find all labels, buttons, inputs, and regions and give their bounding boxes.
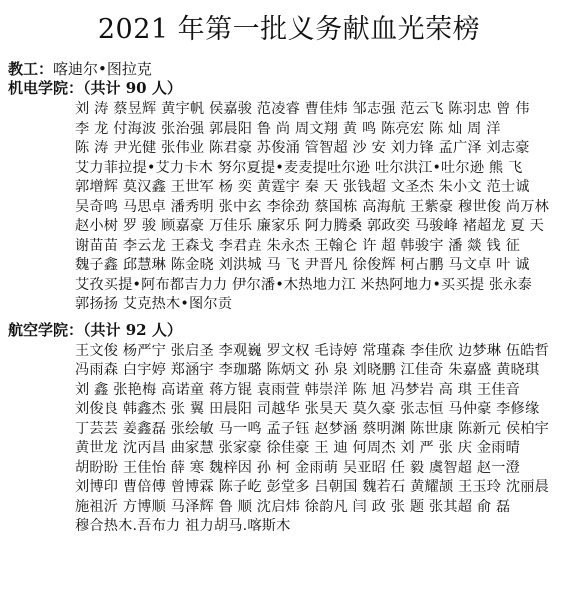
name-row: 冯雨森 白宇婷 郑涵宇 李珈璐 陈炳文 孙 泉 刘晓鹏 江佳奇 朱嘉盛 黄晓琪 bbox=[75, 362, 540, 378]
name-row: 刘 鑫 张艳梅 高诺童 蒋方锟 袁雨萱 韩崇洋 陈 旭 冯梦岩 高 琪 王佳音 bbox=[75, 381, 520, 398]
name-list-aviation bbox=[8, 342, 570, 537]
name-row: 刘 涛 蔡昱辉 黄宇帆 侯嘉骏 范凌睿 曹佳炜 邹志强 范云飞 陈羽忠 曾 伟 bbox=[75, 101, 530, 117]
name-row: 施祖沂 方博顺 马泽辉 鲁 顺 沈启炜 徐韵凡 闫 政 张 题 张其超 俞 磊 bbox=[75, 498, 511, 515]
section-name: 航空学院： bbox=[8, 320, 84, 339]
section-heading-aviation bbox=[8, 321, 570, 340]
name-row: 谢苗苗 李云龙 王森戈 李君垚 朱永杰 王翰仑 许 超 韩骏宇 潘 燚 钱 征 bbox=[75, 237, 520, 254]
name-row: 穆合热木.吾布力 祖力胡马.喀斯木 bbox=[75, 518, 291, 534]
name-row: 郭扬扬 艾克热木•图尔贡 bbox=[75, 296, 233, 312]
section-name: 机电学院： bbox=[8, 79, 84, 97]
name-row: 赵小树 罗 骏 顾嘉豪 万佳乐 廉家乐 阿力腾桑 郭政奕 马骏峰 褚超龙 夏 天 bbox=[75, 218, 545, 234]
name-row: 陈 涛 尹光健 张伟业 陈君豪 苏俊涌 管智超 沙 安 刘力锋 孟广泽 刘志豪 bbox=[75, 140, 530, 156]
name-list-mechanical bbox=[8, 100, 570, 315]
name-row: 刘博印 曹倍傅 曾博霖 陈子屹 彭堂多 吕朝国 魏若石 黄耀颉 王玉玲 沈丽晨 bbox=[75, 479, 550, 495]
section-count: （共计 92 人） bbox=[83, 320, 182, 339]
teacher-names: 喀迪尔•图拉克 bbox=[53, 60, 152, 78]
page-title: 2021 年第一批义务献血光荣榜 bbox=[97, 14, 481, 45]
name-row: 丁芸芸 姜鑫磊 张绘敏 马一鸣 孟子钰 赵梦涵 蔡明渊 陈世康 陈新元 侯柏宇 bbox=[75, 420, 550, 437]
teacher-label: 教工： bbox=[8, 60, 54, 78]
name-row: 艾孜买提•阿布都吉力力 伊尔潘•木热地力江 米热阿地力•买买提 张永泰 bbox=[75, 276, 533, 293]
name-row: 胡盼盼 王佳怡 薛 寒 魏梓因 孙 柯 金雨萌 吴亚昭 任 毅 虞智超 赵一澄 bbox=[75, 459, 520, 476]
teacher-line bbox=[8, 60, 570, 79]
section-count: （共计 90 人） bbox=[83, 79, 182, 97]
name-row: 刘俊良 韩鑫杰 张 翼 田晨阳 司越华 张昊天 莫久豪 张志恒 马仲豪 李修缘 bbox=[75, 401, 540, 417]
name-row: 吴奇鸣 马思卓 潘秀明 张中玄 李徐劲 蔡国栋 高海航 王紫豪 穆世俊 尚万林 bbox=[75, 198, 550, 215]
section-heading-mechanical bbox=[8, 79, 570, 98]
name-row: 李 龙 付海波 张治强 郭晨阳 鲁 尚 周文翔 黄 鸣 陈亮宏 陈 灿 周 洋 bbox=[75, 120, 501, 137]
name-row: 艾力菲拉提•艾力卡木 努尔夏提•麦麦提吐尔逊 吐尔洪江•吐尔逊 熊 飞 bbox=[75, 159, 523, 176]
name-row: 王文俊 杨严宁 张启圣 李观巍 罗文权 毛诗婷 常瑾森 李佳欣 边梦琳 伍皓哲 bbox=[75, 342, 550, 359]
name-row: 魏子鑫 邱慧琳 陈金晓 刘洪城 马 飞 尹晋凡 徐俊辉 柯占鹏 马文卓 叶 诚 bbox=[75, 257, 530, 273]
name-row: 郭增辉 莫汉鑫 王世军 杨 奕 黄霆宇 秦 天 张钱超 文圣杰 朱小文 范士诚 bbox=[75, 179, 530, 195]
name-row: 黄世龙 沈丙昌 曲家慧 张家豪 徐佳豪 王 迪 何周杰 刘 严 张 庆 金雨晴 bbox=[75, 440, 520, 456]
